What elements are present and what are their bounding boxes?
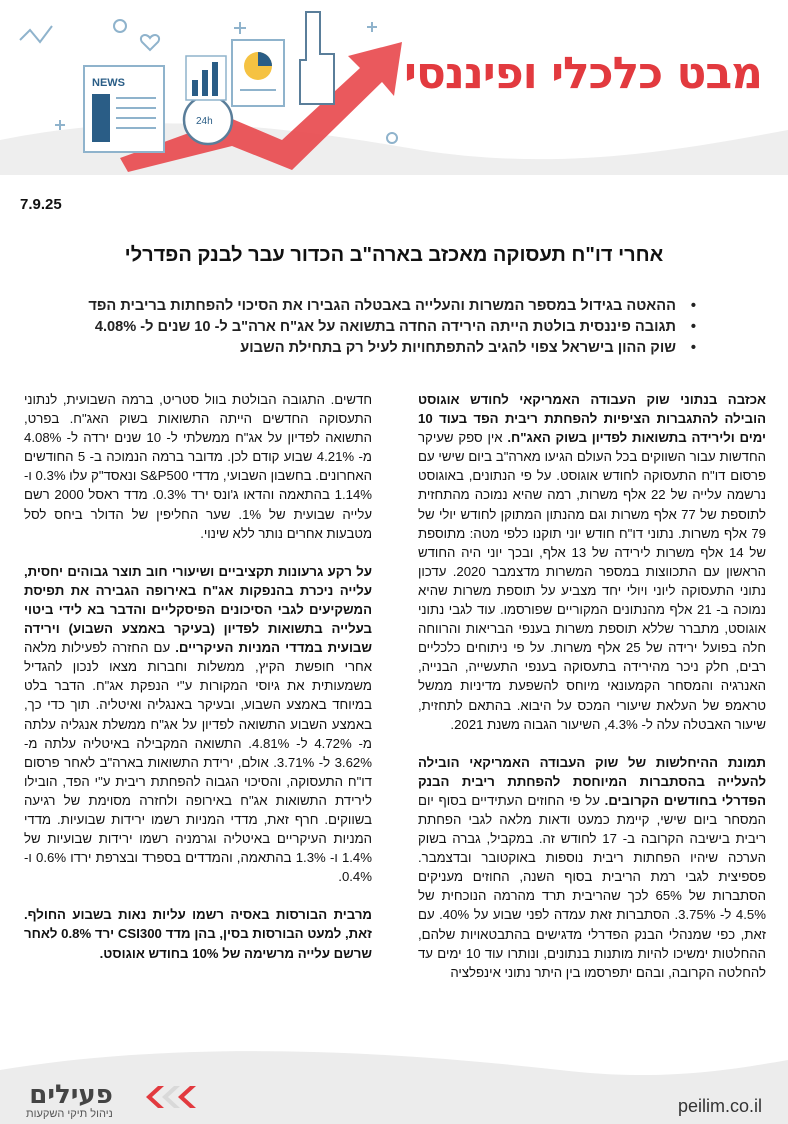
website-link[interactable]: peilim.co.il bbox=[677, 1096, 762, 1116]
paragraph bbox=[418, 390, 766, 734]
clock-label: 24h bbox=[196, 116, 213, 127]
paragraph-text: על פי החוזים העתידיים בסוף יום המסחר ביום שישי, קיימת כמעט ודאות מלאה לגבי הפחתת ריבית בישיבה הקרובה ב- 17 לחודש זה. במקביל, גברה בשוק הערכה שיהיו הפחתות ריבית נוספות באוקטובר ובדצמבר. פספיצית לגבי רמת הריבית בסוף השנה, החוזים מעניקים הסתברות של 65% לכך שהריבית תרד מהרמה הנוכחית של 4.5% ל- 3.75%. הסתברות זאת עמדה לפני שבוע על 40%. עם זאת, כפי שמנהלי הבנק הפדרלי מדגישים בהתבטאויות שלהם, ההחלטות ימשיכו להיות מותנות בנתונים, ונותרו עוד 10 ימים עד להחלטה הקרובה, ובהם יתפרסמו בין היתר נתוני אינפלציה bbox=[418, 792, 766, 980]
key-point: • שוק ההון בישראל צפוי להגיב להתפתחויות לעיל רק בתחילת השבוע bbox=[40, 338, 696, 359]
company-logo bbox=[26, 1080, 113, 1120]
bar-chart-icon bbox=[186, 56, 226, 100]
paragraph bbox=[24, 562, 372, 887]
logo-name: פעילים bbox=[29, 1080, 113, 1110]
paragraph-lead: אכזבה בנתוני שוק העבודה האמריקאי לחודש אוגוסט הובילה להתגברות הציפיות להפחתת ריבית הפד בעוד 10 ימים ולירידה בתשואות לפדיון בשוק האג"ח. bbox=[418, 392, 766, 446]
header-banner bbox=[0, 0, 788, 175]
pointing-hand-icon bbox=[300, 12, 334, 104]
newspaper-icon bbox=[84, 66, 164, 152]
paragraph-text: עם החזרה לפעילות מלאה אחרי חופשת הקיץ, ממשלות וחברות מצאו לנכון להגדיל משמעותית את גיוסי המקורות ע"י הנפקת אג"ח. הדבר בלט במיוחד באמצע השבוע, ובעיקר באנגליה ואיטליה. תוך כדי כך, באמצע השבוע התשואה לפדיון על אג"ח ממשלת אנגליה עלתה מ- 4.72% ל- 4.81%. התשואה המקבילה באיטליה עלתה מ- 3.62% ל- 3.71%. אולם, ירידת התשואות בארה"ב לאחר פרסום דו"ח התעסוקה, והסיכוי הגבוה להפחתת ריבית ע"י הפד, הובילו לירידת התשואות אג"ח באירופה ולחזרה מסוימת של רגיעה בשווקים. חרף זאת, מדדי המניות רשמו ירידות שבועיות. מדדי המניות העיקריים באיטליה וגרמניה רשמו ירידות שבועיות של 1.4% ו- 1.3% בהתאמה, והמדדים בספרד ובצרפת ירדו 0.6% ו- 0.4%. bbox=[24, 640, 372, 885]
paragraph bbox=[24, 390, 372, 543]
clock-icon bbox=[184, 96, 232, 144]
paragraph-lead: מרבית הבורסות באסיה רשמו עליות נאות בשבוע החולף. זאת, למעט הבורסות בסין, בהן מדד CSI300 ירד 0.8% לאחר שרשם עלייה מרשימה של 10% בחודש אוגוסט. bbox=[24, 907, 372, 961]
key-points-list bbox=[40, 296, 696, 359]
page-title: אחרי דו"ח תעסוקה מאכזב בארה"ב הכדור עבר לבנק הפדרלי bbox=[124, 244, 664, 266]
paragraph-text: חדשים. התגובה הבולטת בוול סטריט, ברמה השבועית, לנתוני התעסוקה החדשים הייתה התשואות בשוק האג"ח. בפרט, התשואה לפדיון על אג"ח ממשלתי ל- 10 שנים ירדה ל- 4.08% מ- 4.21% שבוע קודם לכן. מדובר ברמה הנמוכה ב- 5 החודשים האחרונים. בחשבון השבועי, מדדי S&P500 ונאסד"ק עלו 0.3% ו- 1.14% בהתאמה והדאו ג'ונס ירד 0.3%. מדד ראסל 2000 רשם עלייה שבועית של 1%. שער החליפין של הדולר ביחס לסל מטבעות אחרים נותר ללא שינוי. bbox=[24, 392, 373, 541]
article-column-right bbox=[418, 390, 766, 1001]
news-label: NEWS bbox=[92, 77, 125, 89]
brand-title: מבט כלכלי ופיננסי bbox=[404, 48, 762, 99]
paragraph-lead: תמונת ההיחלשות של שוק העבודה האמריקאי הובילה להעלייה בהסתברות המיוחסת להפחתת ריבית הבנק הפדרלי בחודשים הקרובים. bbox=[418, 754, 766, 808]
key-point: • ההאטה בגידול במספר המשרות והעלייה באבטלה הגבירו את הסיכוי להפחתות בריבית הפד bbox=[40, 296, 696, 317]
logo-tagline: ניהול תיקי השקעות bbox=[26, 1108, 113, 1120]
report-document-icon bbox=[232, 40, 284, 106]
article-column-left bbox=[24, 390, 372, 982]
report-date: 7.9.25 bbox=[20, 196, 62, 213]
paragraph-text: אין ספק שעיקר החדשות עבור השווקים בכל העולם הגיעו מארה"ב ביום שישי עם פרסום דו"ח התעסוקה לחודש אוגוסט. על פי הנתונים, באוגוסט נרשמה עלייה של 22 אלף משרות, רמה שהיא נמוכה מהתחזית לתוספת של 77 אלף משרות וגם מהנתון המתוקן לחודש יולי של 79 אלף משרות. נתוני דו"ח חודש יוני תוקנו כלפי מטה: מתוספת של 14 אלף משרות לירידה של 13 אלף, ובכך יוני היה החודש הראשון עם התכווצות במספר המשרות מדצמבר 2020. עדכון נתוני התעסוקה ליוני ויולי יחד מצביע על תוספת משרות שהיא נמוכה ב- 21 אלף מהנתונים המקוריים שפורסמו. עוד לגבי נתוני אוגוסט, מתברר שללא תוספת משרות בענפי הבריאות והרווחה חלה בפועל ירידה של 25 אלף משרות. על פי ניתוחים כלכליים רבים, חלק ניכר מהירידה בתעסוקה בענפי התעשייה, הבנייה, האנרגיה והמסחר הקמעונאי מיוחס להשפעת מדיניות ממשל טראמפ של העלאת שיעורי המכס על היבוא. בהתאם לתחזית, שיעור האבטלה עלה ל- 4.3%, השיעור הגבוה משנת 2021. bbox=[418, 430, 767, 732]
paragraph bbox=[24, 905, 372, 962]
footer-wave bbox=[0, 1040, 788, 1124]
chevron-logo-icon bbox=[144, 1084, 196, 1110]
paragraph bbox=[418, 753, 766, 982]
paragraph-lead: על רקע גרעונות תקציביים ושיעורי חוב תוצר גבוהים יחסית, עלייה ניכרת בהנפקות אג"ח באירופה הגבירה את תפיסת המשקיעים לגבי הסיכונים הפיסקליים והדבר בא לידי ביטוי בעלייה בתשואות לפדיון (בעיקר באמצע השבוע) וירידה שבועית במדדי המניות העיקריים. bbox=[24, 563, 372, 656]
key-point: • תגובה פיננסית בולטת הייתה הירידה החדה בתשואה על אג"ח ארה"ב ל- 10 שנים ל- 4.08% bbox=[40, 317, 696, 338]
